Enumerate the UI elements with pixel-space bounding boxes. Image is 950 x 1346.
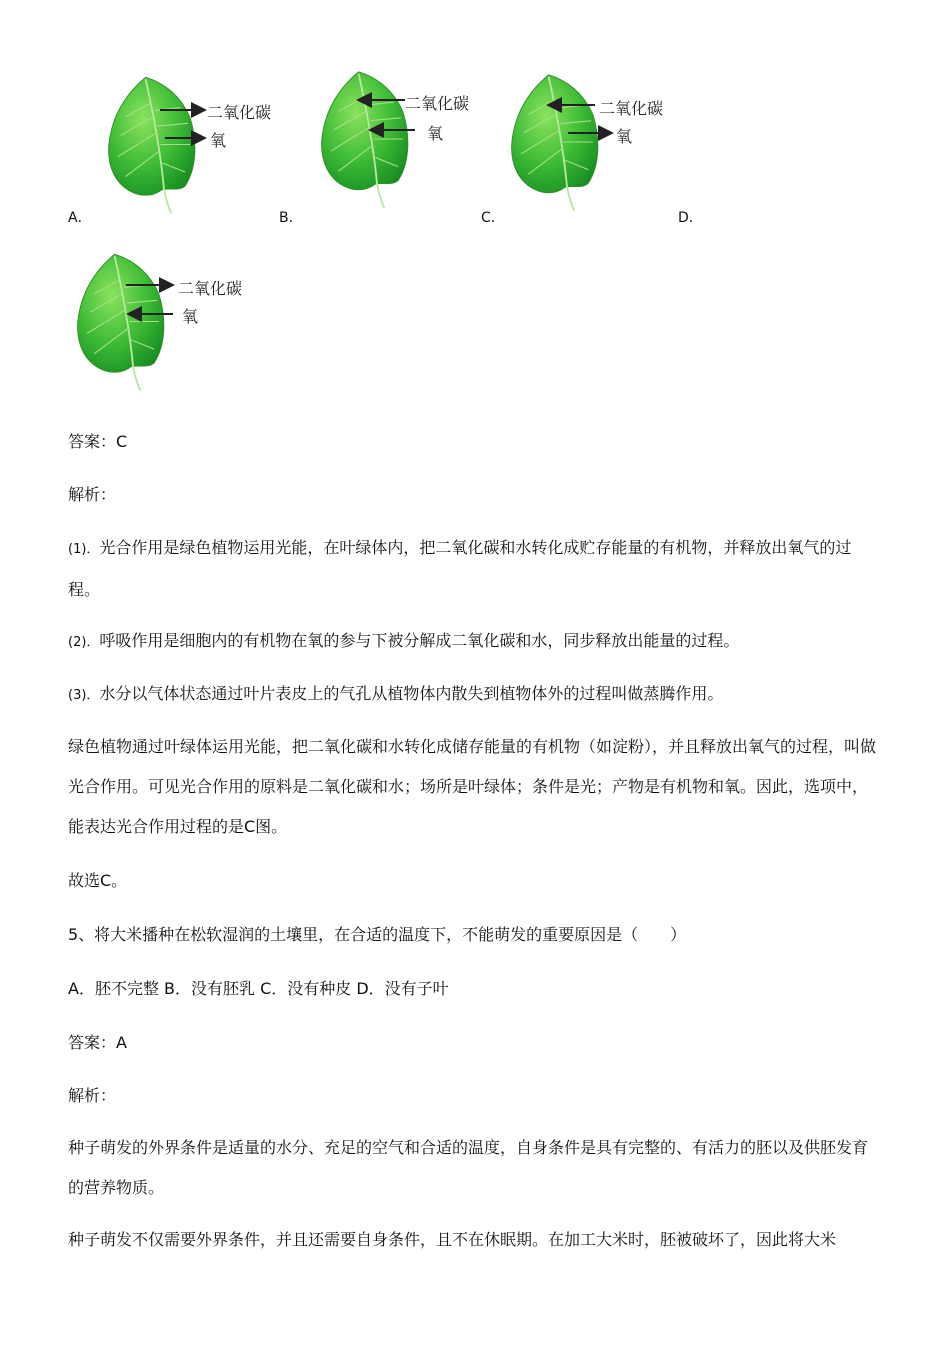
option-c-label: C． — [481, 210, 505, 226]
option-d-label: D． — [678, 210, 703, 226]
point-number: (2)． — [68, 635, 100, 650]
q5-analysis-label: 解析： — [68, 1086, 117, 1105]
label-co2: 二氧化碳 — [599, 99, 664, 118]
q5-paragraph-2: 种子萌发不仅需要外界条件，并且还需要自身条件，且不在休眠期。在加工大米时，胚被破坏了，因此将大米 — [68, 1230, 837, 1249]
q5-answer: 答案：A — [68, 1033, 127, 1052]
label-o2: 氧 — [616, 127, 633, 146]
label-co2: 二氧化碳 — [178, 279, 243, 298]
q5-paragraph-1: 种子萌发的外界条件是适量的水分、充足的空气和合适的温度，自身条件是具有完整的、有活力的胚以及供胚发育的营养物质。 — [68, 1138, 869, 1197]
label-o2: 氧 — [182, 307, 199, 326]
label-co2: 二氧化碳 — [405, 94, 470, 113]
q5-question: 5、将大米播种在松软湿润的土壤里，在合适的温度下，不能萌发的重要原因是（ ） — [68, 925, 687, 944]
q4-point-2 — [68, 621, 883, 663]
arrows-d — [118, 275, 180, 325]
point-text: 光合作用是绿色植物运用光能，在叶绿体内，把二氧化碳和水转化成贮存能量的有机物，并释放出氧气的过程。 — [68, 538, 852, 599]
point-number: (1)． — [68, 542, 100, 557]
point-text: 呼吸作用是细胞内的有机物在氧的参与下被分解成二氧化碳和水，同步释放出能量的过程。 — [99, 631, 740, 650]
label-co2: 二氧化碳 — [207, 103, 272, 122]
point-number: (3)． — [68, 688, 100, 703]
option-b-label: B． — [279, 210, 303, 226]
label-o2: 氧 — [427, 124, 444, 143]
arrows-a — [150, 100, 210, 150]
q4-conclusion: 故选C。 — [68, 871, 128, 890]
point-text: 水分以气体状态通过叶片表皮上的气孔从植物体内散失到植物体外的过程叫做蒸腾作用。 — [99, 684, 724, 703]
q4-point-3 — [68, 674, 883, 716]
option-a-label: A． — [68, 210, 92, 226]
q4-point-1 — [68, 528, 883, 610]
label-o2: 氧 — [210, 131, 227, 150]
q5-options: A．胚不完整 B．没有胚乳 C．没有种皮 D．没有子叶 — [68, 979, 449, 998]
q4-answer: 答案：C — [68, 432, 128, 451]
q4-explanation: 绿色植物通过叶绿体运用光能，把二氧化碳和水转化成储存能量的有机物（如淀粉），并且释放出氧气的过程，叫做光合作用。可见光合作用的原料是二氧化碳和水；场所是叶绿体；条件是光；产物是有机物和氧。因此，选项中，能表达光合作用过程的是C图。 — [68, 737, 877, 836]
q4-analysis-label: 解析： — [68, 485, 117, 504]
